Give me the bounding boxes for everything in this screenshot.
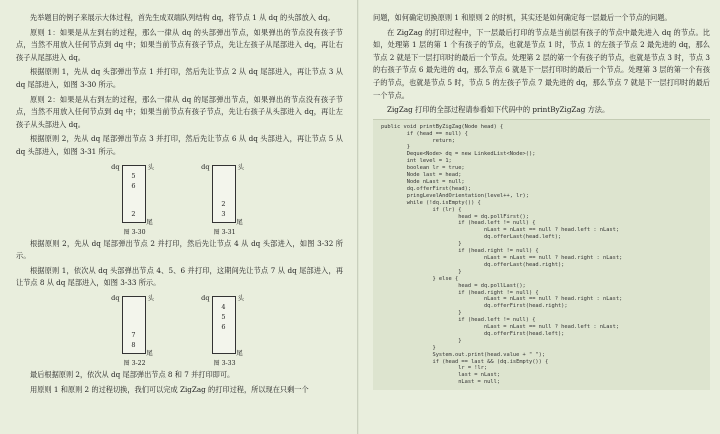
dq-label: dq: [201, 162, 210, 171]
paragraph: 先举题目的例子来展示大体过程，首先生成双端队列结构 dq，将节点 1 从 dq 的头部放入 dq。: [30, 13, 335, 22]
dq-label: dq: [201, 293, 210, 302]
dq-label: dq: [111, 293, 120, 302]
figure-row-a: [16, 163, 343, 236]
paragraph: 用原则 1 和原则 2 的过程切换，我们可以完成 ZigZag 的打印过程，所以现在只剩一个: [30, 384, 309, 394]
paragraph: 根据原则 2，先从 dq 尾部弹出节点 3 并打印，然后先让节点 6 从 dq 头部进入，再让节点 5 从 dq 头部进入，如图 3-31 所示。: [16, 134, 343, 156]
paragraph: ZigZag 打印的全部过程请参看如下代码中的 printByZigZag 方法。: [387, 105, 610, 115]
head-label: 头: [237, 293, 244, 302]
node-value: 7: [131, 330, 136, 339]
dq-label: dq: [111, 162, 120, 171]
node-value: 2: [221, 199, 226, 208]
head-label: 头: [237, 162, 244, 171]
figure-caption: 图 3-31: [213, 228, 236, 236]
paragraph: 根据原则 2，先从 dq 尾部弹出节点 2 并打印，然后先让节点 4 从 dq 头部进入，如图 3-32 所示。: [16, 238, 343, 261]
deque-box: [122, 296, 146, 354]
paragraph: 在 ZigZag 的打印过程中，下一层最后打印的节点是当前层有孩子的节点中最先进入 dq 的节点。比如，处理第 1 层的第 1 个有孩子的节点，也就是节点 1 时，节点 1 的左孩子节点 2 最先进的 dq，那么节点 2 就是下一层打印时的最后一个节点。处理第 2 层的第一个有孩子的节点，也就是节点 3 时，节点 3 的右孩子节点 6 最先进的 dq，那么节点 6 就是下一层打印时的最后一个节点。处理第 3 层的第一个有孩子的节点，也就是节点 5 时，节点 5 的左孩子节点 7 最先进的 dq，那么节点 7 就是下一层打印时的最后一个节点。: [373, 27, 710, 100]
deque-box: [212, 165, 236, 223]
paragraph: 根据原则 1，依次从 dq 头部弹出节点 4、5、6 并打印，这期间先让节点 7 从 dq 尾部进入，再让节点 8 从 dq 尾部进入，如图 3-33 所示。: [16, 265, 343, 288]
deque-box: [122, 165, 146, 223]
deque-box: [212, 296, 236, 354]
right-page: [359, 0, 720, 434]
figure-caption: 图 3-22: [123, 359, 146, 367]
tail-label: 尾: [146, 217, 153, 226]
node-value: 2: [131, 209, 136, 218]
figure-row-b: [16, 294, 343, 367]
deque-figure: [194, 294, 256, 367]
paragraph: 根据原则 1，先从 dq 头部弹出节点 1 并打印，然后先让节点 2 从 dq 尾部进入，再让节点 3 从 dq 尾部进入，如图 3-30 所示。: [16, 67, 343, 89]
head-label: 头: [147, 162, 154, 171]
tail-label: 尾: [236, 217, 243, 226]
node-value: 5: [131, 171, 136, 180]
node-value: 8: [131, 340, 136, 349]
paragraph: 最后根据原则 2，依次从 dq 尾部弹出节点 8 和 7 并打印即可。: [30, 369, 235, 379]
paragraph: 原则 1：如果是从左到右的过程，那么一律从 dq 的头部弹出节点，如果弹出的节点没有孩子节点，当然不用放入任何节点到 dq 中；如果当前节点有孩子节点，先让左孩子从尾部进入 dq，再让右孩子从尾部进入 dq。: [16, 27, 343, 62]
left-page: [0, 0, 358, 434]
paragraph: 问题，如何确定切换原则 1 和原则 2 的时机，其实还是如何确定每一层最后一个节点的问题。: [373, 13, 672, 22]
figure-caption: 图 3-33: [213, 359, 236, 367]
node-value: 6: [221, 322, 226, 331]
deque-figure: [104, 163, 166, 236]
deque-figure: [104, 294, 166, 367]
node-value: 3: [221, 209, 226, 218]
node-value: 4: [221, 302, 226, 311]
paragraph: 原则 2：如果是从右到左的过程，那么一律从 dq 的尾部弹出节点，如果弹出的节点没有孩子节点，当然不用放入任何节点到 dq 中；如果当前节点有孩子节点，先让右孩子从头部进入 dq，再让左孩子从头部进入 dq。: [16, 94, 343, 129]
tail-label: 尾: [146, 348, 153, 357]
tail-label: 尾: [236, 348, 243, 357]
figure-caption: 图 3-30: [123, 228, 146, 236]
head-label: 头: [147, 293, 154, 302]
code-listing: public void printByZigZag(Node head) { if (head == null) { return; } Deque<Node> dq = new LinkedList<Node>(); int level = 1; boolean lr = true; Node last = head; Node nLast = null; dq.offerFirst(head); pringLevelAndOrientation(level++, lr); while (!dq.isEmpty()) { if (lr) { head = dq.pollFirst(); if (head.left != null) { nLast = nLast == null ? head.left : nLast; dq.offerLast(head.left); } if (head.right != null) { nLast = nLast == null ? head.right : nLast; dq.offerLast(head.right); } } else { head = dq.pollLast(); if (head.right != null) { nLast = nLast == null ? head.right : nLast; dq.offerFirst(head.right); } if (head.left != null) { nLast = nLast == null ? head.left : nLast; dq.offerFirst(head.left); } } System.out.print(head.value + " "); if (head == last && (dq.isEmpty()) { lr = !lr; last = nLast; nLast = null;: [373, 119, 710, 390]
node-value: 6: [131, 181, 136, 190]
node-value: 5: [221, 312, 226, 321]
deque-figure: [194, 163, 256, 236]
